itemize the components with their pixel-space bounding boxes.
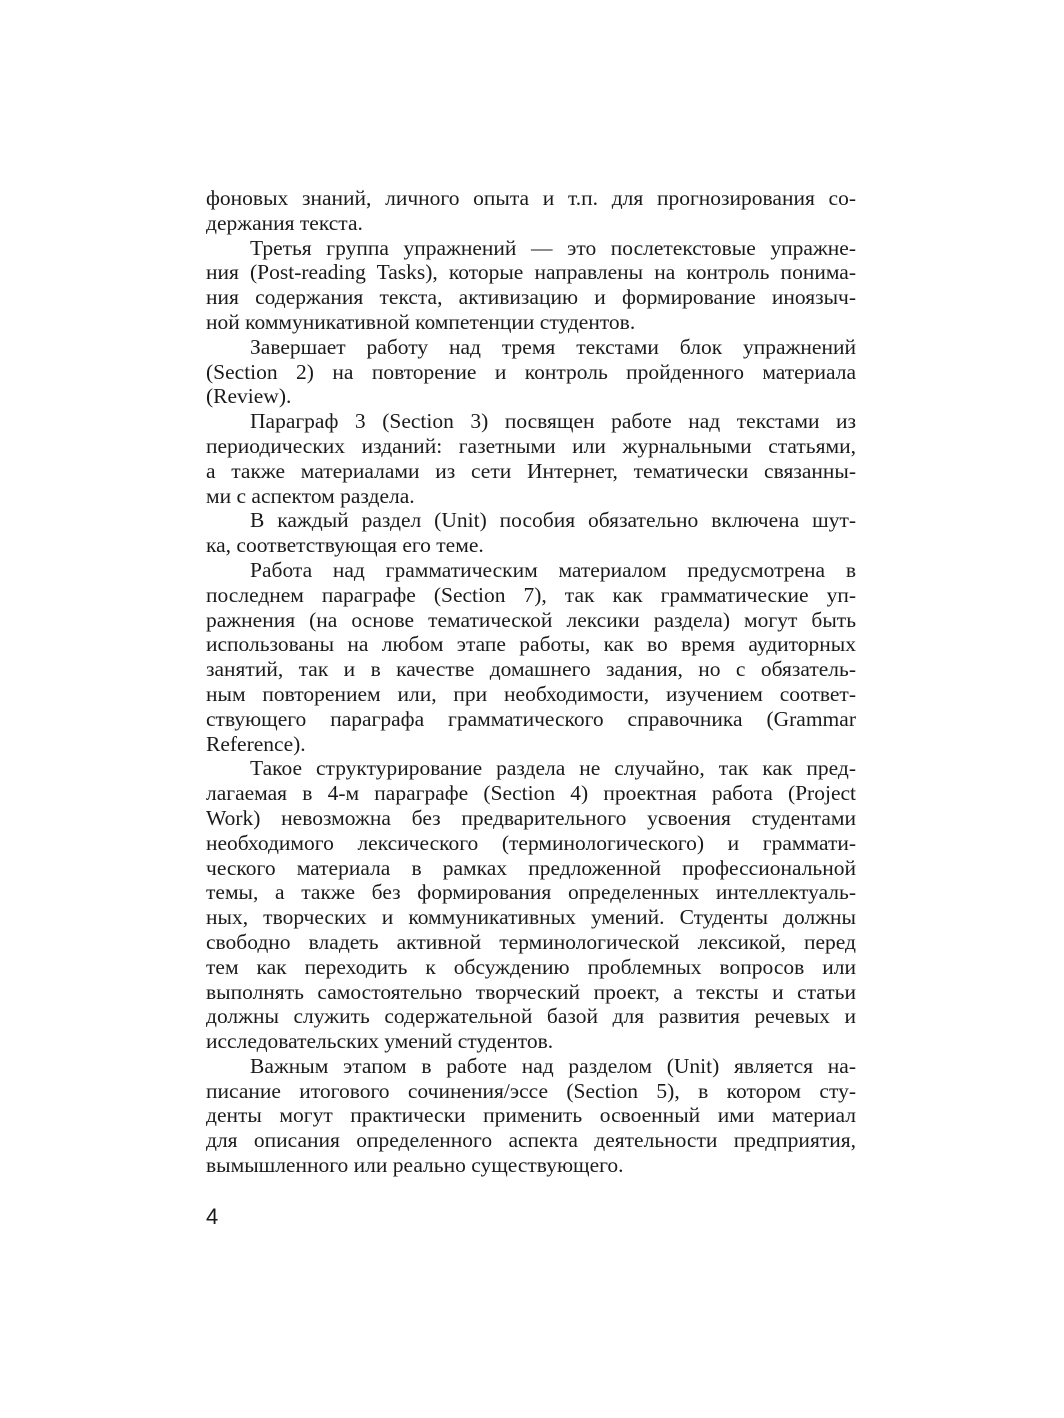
text-line: фоновых знаний, личного опыта и т.п. для прогнозирования со- — [206, 186, 856, 210]
text-line: Work) невозможна без предварительного усвоения студентами — [206, 805, 856, 830]
text-line: (Section 2) на повторение и контроль пройденного материала — [206, 359, 856, 384]
text-line: свободно владеть активной терминологической лексикой, перед — [206, 929, 856, 954]
text-line: Reference). — [206, 731, 306, 756]
text-line: ческого материала в рамках предложенной профессиональной — [206, 855, 856, 880]
text-line: держания текста. — [206, 210, 363, 235]
text-line: занятий, так и в качестве домашнего задания, но с обязатель- — [206, 657, 856, 682]
text-line: Работа над грамматическим материалом предусмотрена в — [250, 557, 856, 582]
text-line: для описания определенного аспекта деятельности предприятия, — [206, 1128, 856, 1153]
text-line: писание итогового сочинения/эссе (Section 5), в котором сту- — [206, 1078, 856, 1103]
body-text — [206, 186, 856, 1178]
paragraph — [206, 1054, 856, 1178]
paragraph — [206, 236, 856, 335]
text-line: Важным этапом в работе над разделом (Unit) является на- — [250, 1053, 856, 1078]
text-line: необходимого лексического (терминологического) и граммати- — [206, 830, 856, 855]
text-line: выполнять самостоятельно творческий проект, а тексты и статьи — [206, 979, 856, 1004]
text-line: а также материалами из сети Интернет, тематически связанны- — [206, 458, 856, 483]
text-line: Такое структурирование раздела не случайно, так как пред- — [250, 756, 856, 781]
text-line: ния (Post-reading Tasks), которые направлены на контроль понима- — [206, 260, 856, 285]
paragraph — [206, 186, 856, 236]
text-line: периодических изданий: газетными или журнальными статьями, — [206, 433, 856, 458]
paragraph — [206, 558, 856, 756]
paragraph — [206, 335, 856, 409]
text-line: лагаемая в 4-м параграфе (Section 4) проектная работа (Project — [206, 781, 856, 806]
text-line: В каждый раздел (Unit) пособия обязательно включена шут- — [250, 508, 856, 533]
paragraph — [206, 508, 856, 558]
text-line: Параграф 3 (Section 3) посвящен работе над текстами из — [250, 409, 856, 434]
text-line: ных, творческих и коммуникативных умений. Студенты должны — [206, 905, 856, 930]
text-line: исследовательских умений студентов. — [206, 1029, 554, 1054]
paragraph — [206, 409, 856, 508]
text-line: вымышленного или реально существующего. — [206, 1153, 624, 1178]
text-line: тем как переходить к обсуждению проблемных вопросов или — [206, 954, 856, 979]
text-line: (Review). — [206, 384, 292, 409]
text-line: ной коммуникативной компетенции студентов. — [206, 309, 636, 334]
text-line: ка, соответствующая его теме. — [206, 533, 484, 558]
text-line: ми с аспектом раздела. — [206, 483, 415, 508]
paragraph — [206, 756, 856, 1054]
text-line: ния содержания текста, активизацию и формирование иноязыч- — [206, 285, 856, 310]
text-line: Третья группа упражнений — это послетекстовые упражне- — [250, 235, 856, 260]
text-line: ным повторением или, при необходимости, изучением соответ- — [206, 681, 856, 706]
text-line: ражнения (на основе тематической лексики раздела) могут быть — [206, 607, 856, 632]
page-number: 4 — [206, 1204, 219, 1229]
text-line: последнем параграфе (Section 7), так как грамматические уп- — [206, 582, 856, 607]
text-line: должны служить содержательной базой для развития речевых и — [206, 1004, 856, 1029]
text-line: ствующего параграфа грамматического справочника (Grammar — [206, 706, 856, 731]
text-line: использованы на любом этапе работы, как во время аудиторных — [206, 632, 856, 657]
text-line: темы, а также без формирования определенных интеллектуаль- — [206, 880, 856, 905]
text-line: Завершает работу над тремя текстами блок упражнений — [250, 334, 856, 359]
text-line: денты могут практически применить освоенный ими материал — [206, 1103, 856, 1128]
